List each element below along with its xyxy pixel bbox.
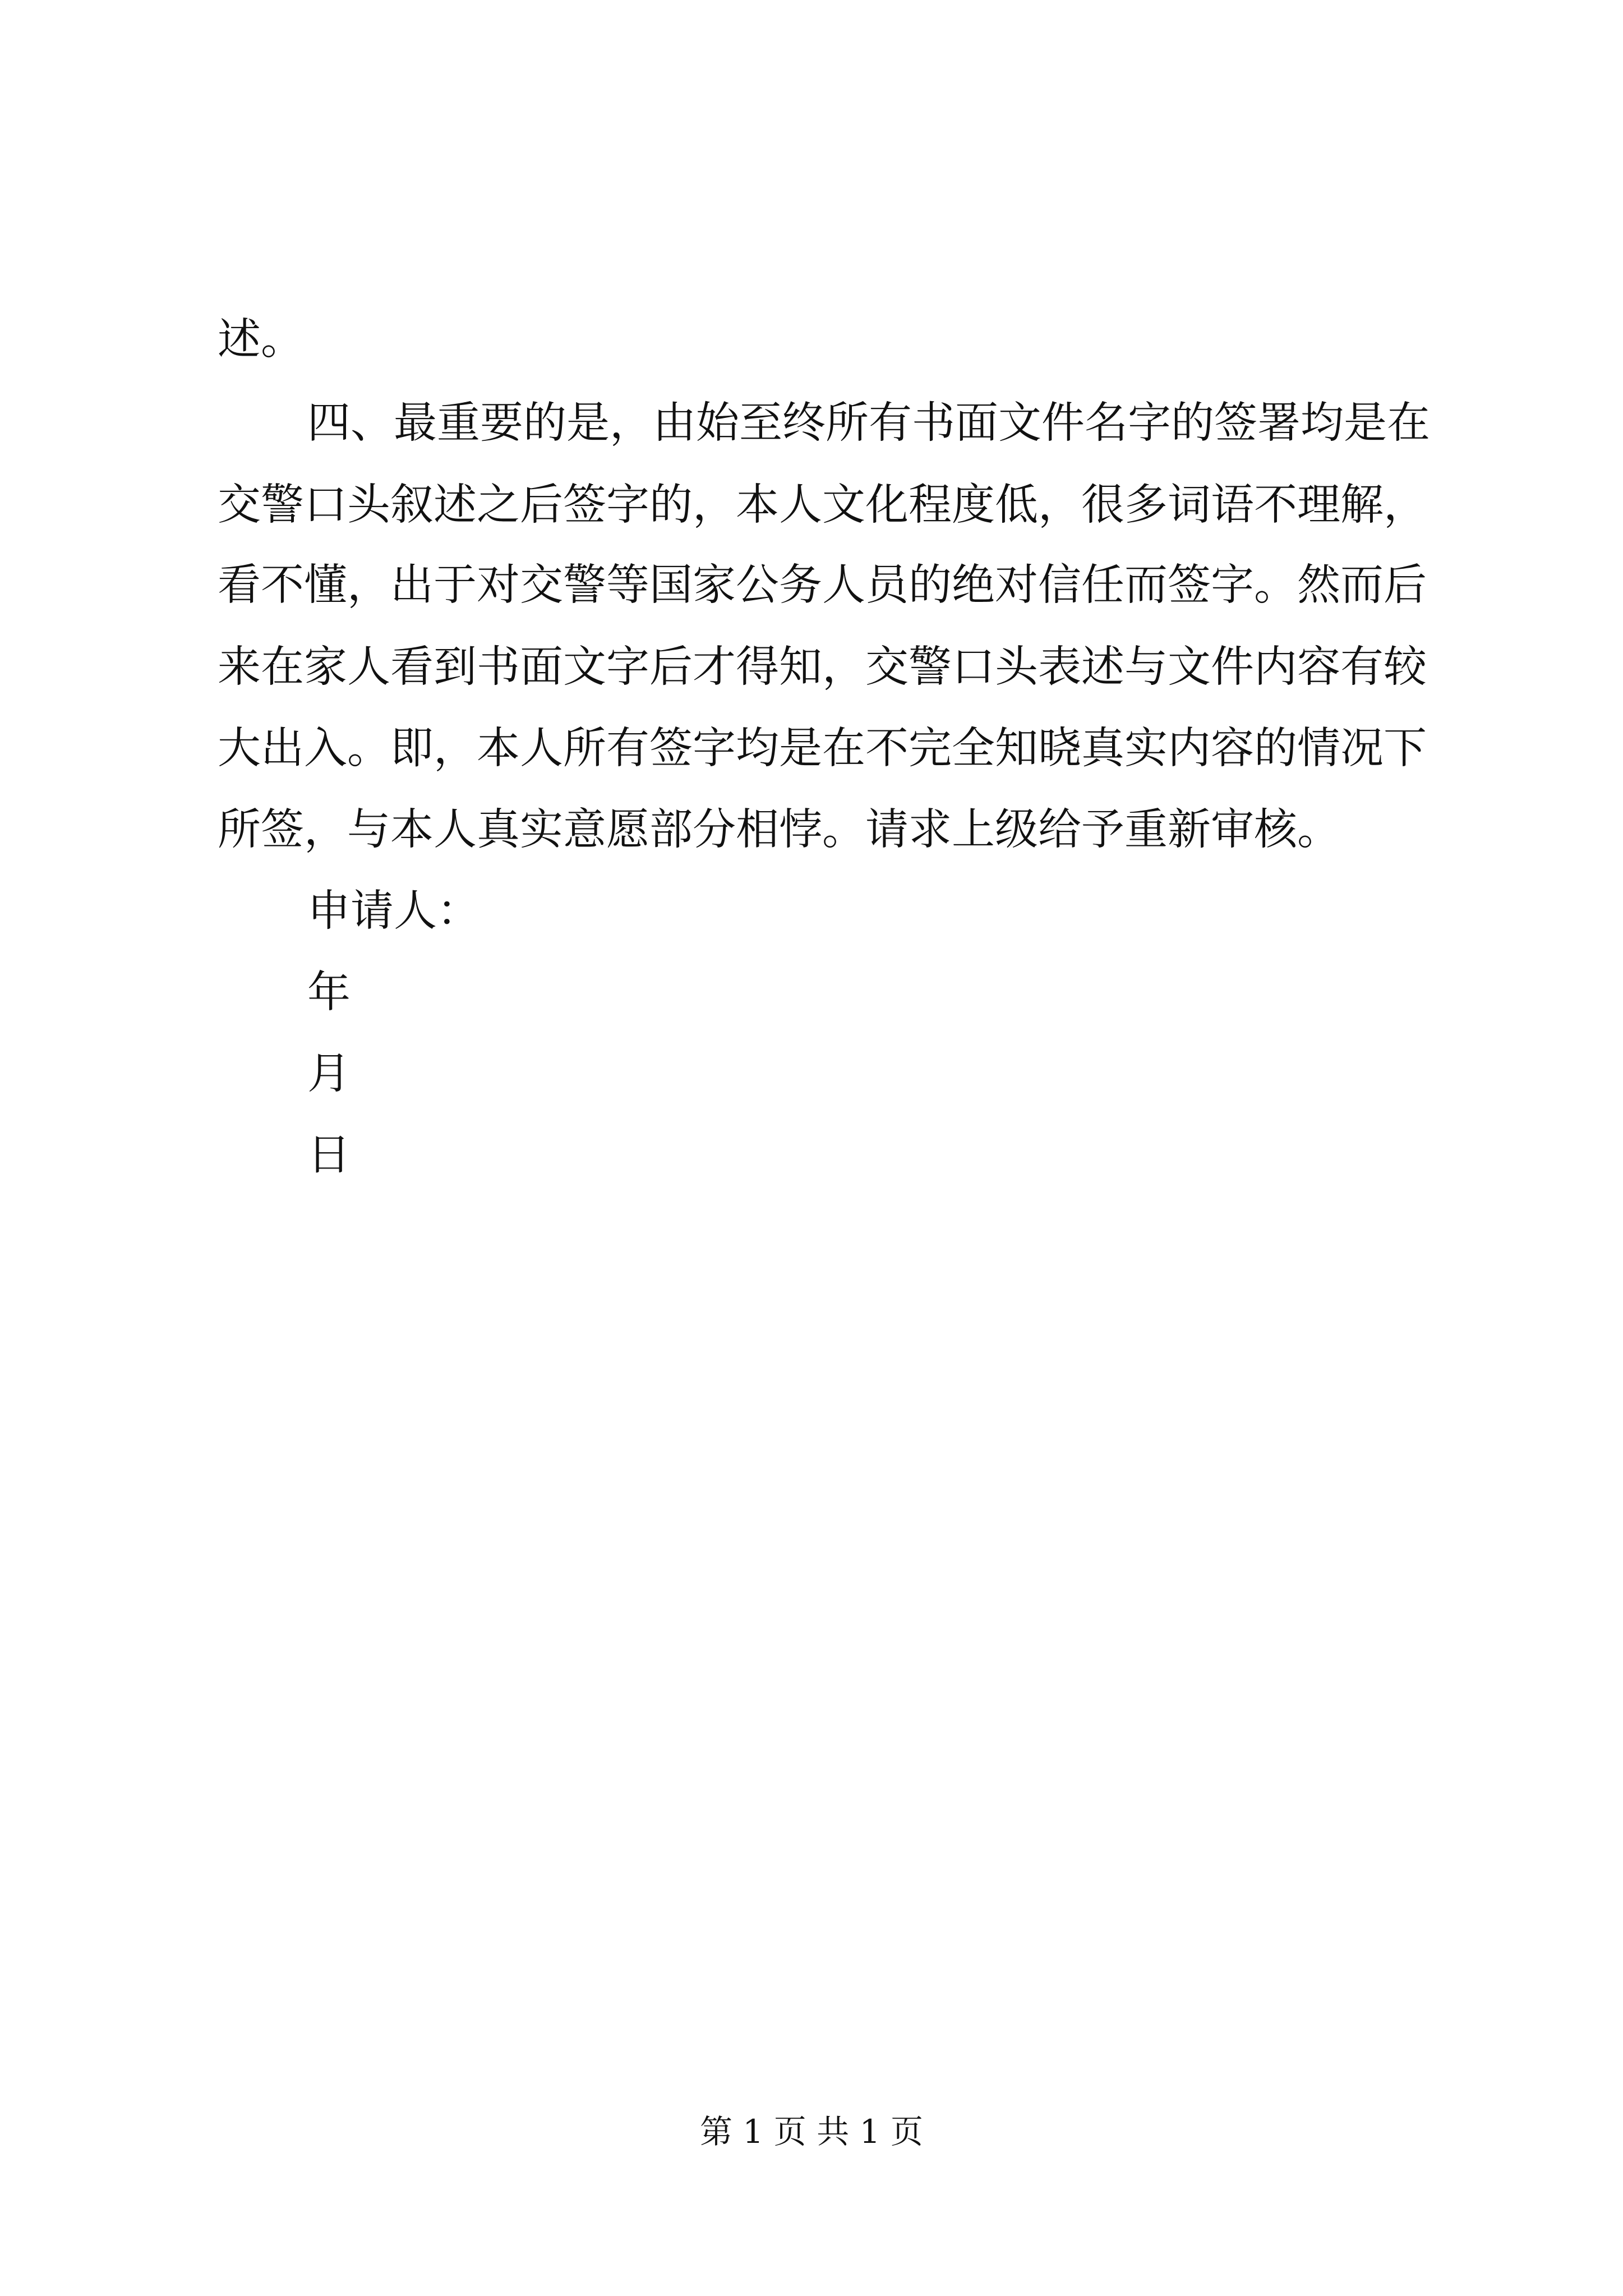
applicant-label: 申请人：: [307, 886, 480, 936]
date-year-label: 年: [307, 968, 351, 1018]
paragraph-four-line-3: 看不懂，出于对交警等国家公务人员的绝对信任而签字。然而后: [218, 560, 1427, 610]
paragraph-four-line-2: 交警口头叙述之后签字的，本人文化程度低，很多词语不理解，: [218, 480, 1427, 530]
date-month-label: 月: [307, 1049, 351, 1099]
page-footer: 第 1 页 共 1 页: [700, 2113, 923, 2151]
paragraph-four-line-6: 所签，与本人真实意愿部分相悖。请求上级给予重新审核。: [218, 805, 1340, 855]
date-day-label: 日: [307, 1130, 351, 1180]
paragraph-four-line-5: 大出入。即，本人所有签字均是在不完全知晓真实内容的情况下: [218, 724, 1427, 774]
paragraph-continuation-line: 述。: [218, 315, 304, 365]
paragraph-four-line-4: 来在家人看到书面文字后才得知，交警口头表述与文件内容有较: [218, 642, 1427, 692]
paragraph-four-first-line: 四、最重要的是，由始至终所有书面文件名字的签署均是在: [307, 398, 1430, 448]
